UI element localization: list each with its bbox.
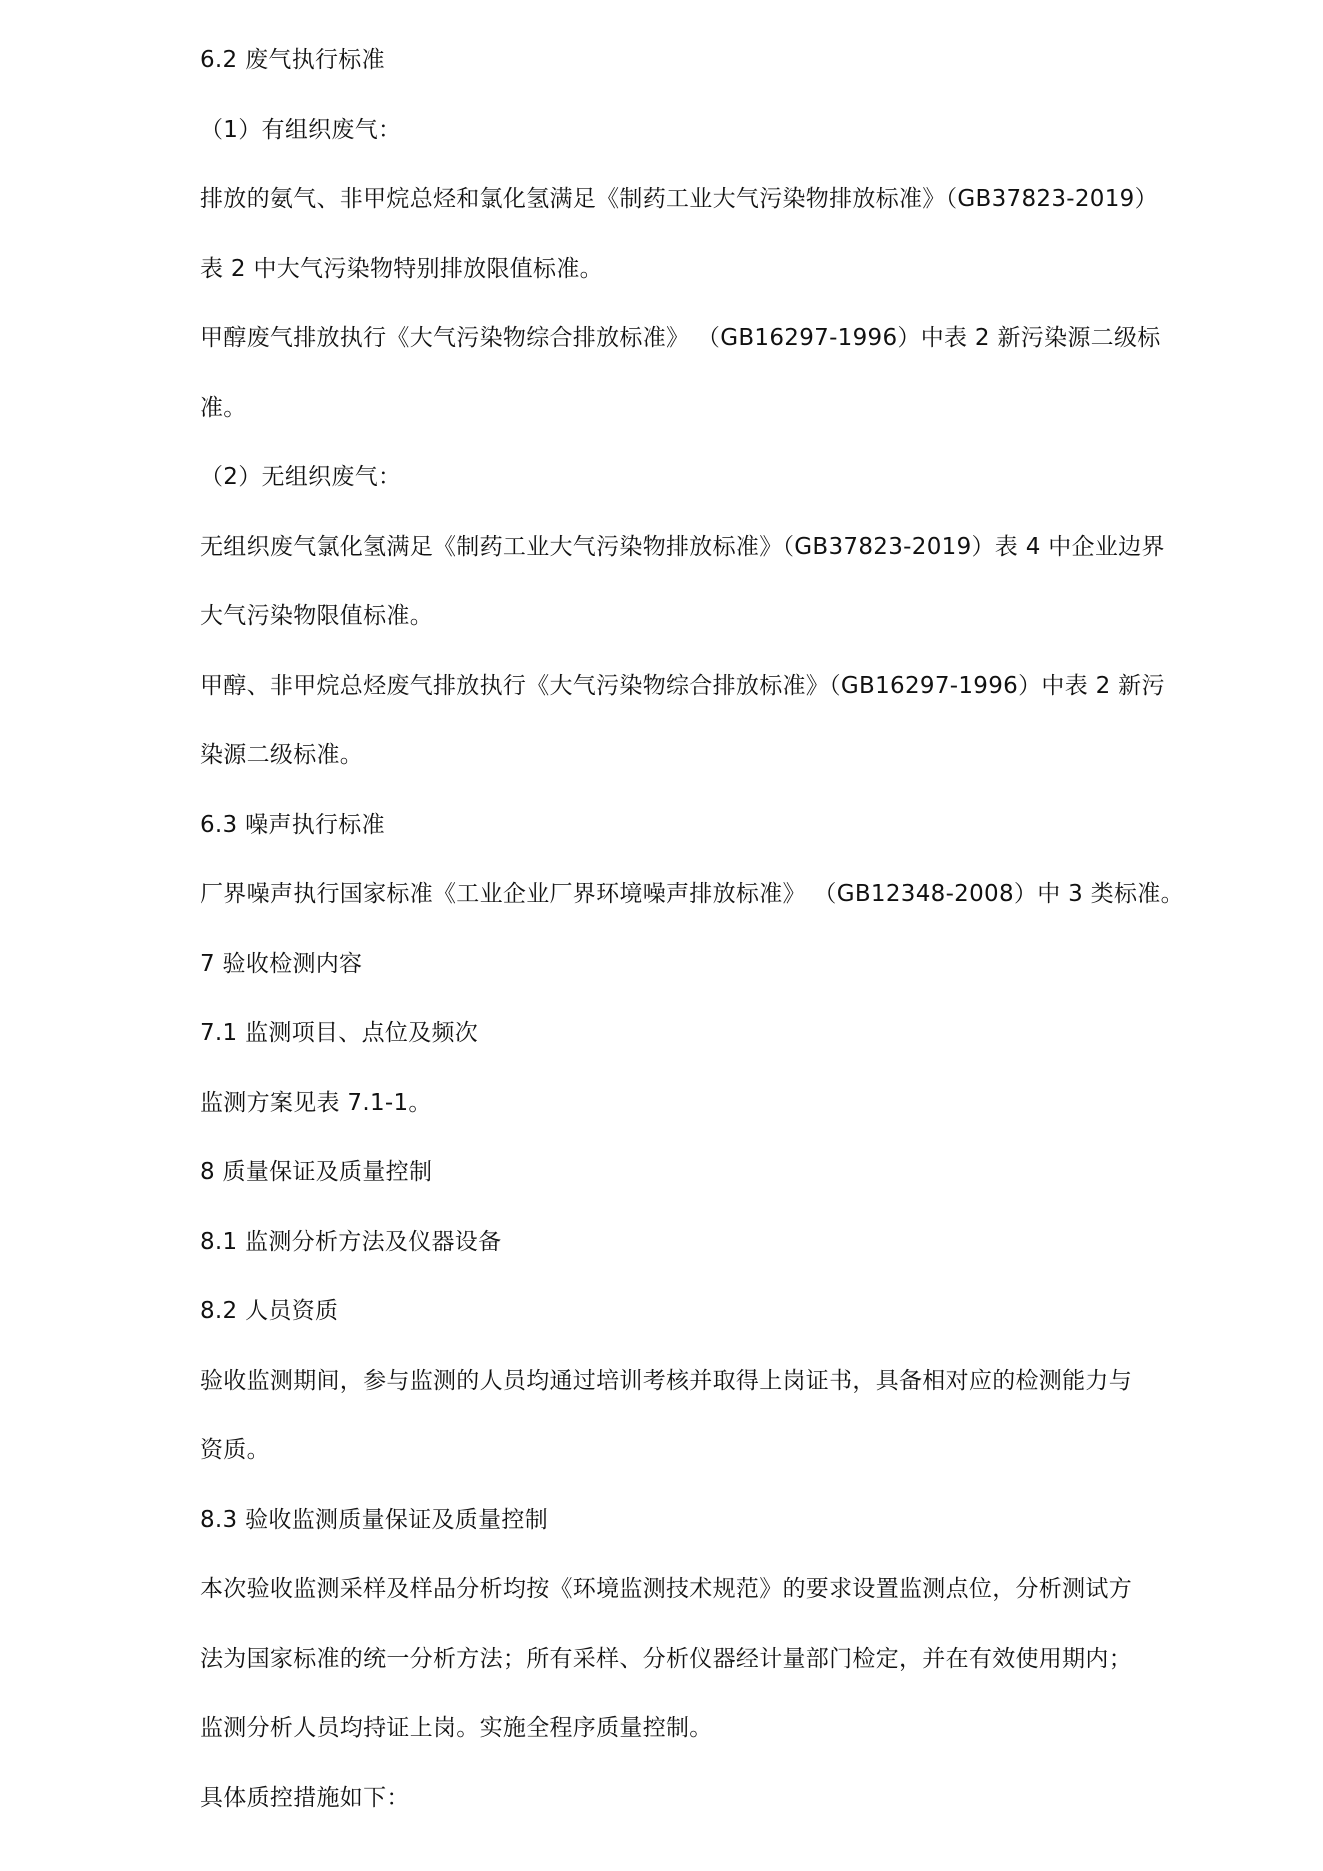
paragraph-line: 准。 (200, 395, 247, 421)
subheading-organized-emission: （1）有组织废气： (200, 117, 402, 143)
heading-8-1: 8.1 监测分析方法及仪器设备 (200, 1229, 502, 1255)
paragraph-line: 无组织废气氯化氢满足《制药工业大气污染物排放标准》（GB37823-2019）表 4 中企业边界 (200, 534, 1165, 560)
heading-8: 8 质量保证及质量控制 (200, 1159, 433, 1185)
paragraph-line: 监测方案见表 7.1-1。 (200, 1090, 432, 1116)
heading-7: 7 验收检测内容 (200, 951, 363, 977)
subheading-unorganized-emission: （2）无组织废气： (200, 464, 402, 490)
paragraph-line: 甲醇废气排放执行《大气污染物综合排放标准》 （GB16297-1996）中表 2 新污染源二级标 (200, 325, 1161, 351)
paragraph-line: 法为国家标准的统一分析方法；所有采样、分析仪器经计量部门检定，并在有效使用期内； (200, 1646, 1132, 1672)
paragraph-line: 排放的氨气、非甲烷总烃和氯化氢满足《制药工业大气污染物排放标准》（GB37823-2019） (200, 186, 1158, 212)
heading-8-3: 8.3 验收监测质量保证及质量控制 (200, 1507, 548, 1533)
paragraph-line: 资质。 (200, 1437, 270, 1463)
paragraph-line: 验收监测期间，参与监测的人员均通过培训考核并取得上岗证书，具备相对应的检测能力与 (200, 1368, 1132, 1394)
heading-7-1: 7.1 监测项目、点位及频次 (200, 1020, 479, 1046)
paragraph-line: 大气污染物限值标准。 (200, 603, 433, 629)
paragraph-line: 表 2 中大气污染物特别排放限值标准。 (200, 256, 603, 282)
heading-6-2: 6.2 废气执行标准 (200, 47, 385, 73)
heading-6-3: 6.3 噪声执行标准 (200, 812, 385, 838)
heading-8-2: 8.2 人员资质 (200, 1298, 339, 1324)
paragraph-line: 监测分析人员均持证上岗。实施全程序质量控制。 (200, 1715, 713, 1741)
paragraph-line: 甲醇、非甲烷总烃废气排放执行《大气污染物综合排放标准》（GB16297-1996）中表 2 新污 (200, 673, 1165, 699)
paragraph-line: 具体质控措施如下： (200, 1785, 410, 1811)
paragraph-line: 染源二级标准。 (200, 742, 364, 768)
paragraph-line: 厂界噪声执行国家标准《工业企业厂界环境噪声排放标准》 （GB12348-2008）中 3 类标准。 (200, 881, 1184, 907)
paragraph-line: 本次验收监测采样及样品分析均按《环境监测技术规范》的要求设置监测点位，分析测试方 (200, 1576, 1132, 1602)
